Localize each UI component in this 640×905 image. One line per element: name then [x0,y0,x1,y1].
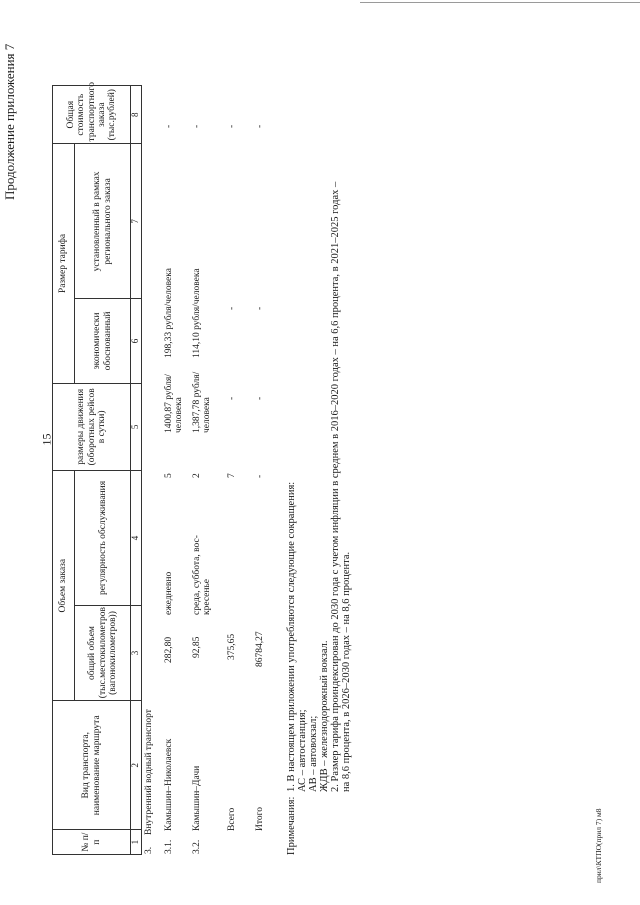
subtotal-total-volume: 375,65 [227,633,237,660]
page-number: 15 [39,433,54,446]
total-traffic: - [255,474,265,478]
column-number: 8 [131,86,142,144]
note-line: 2. Размер тарифа проиндексирован до 2030 года с учетом инфляции в среднем в 2016–2020 годах – на 6,6 процента, в 2021–2025 годах – [330,181,342,792]
column-number: 5 [131,383,142,471]
note-line: АВ – автовокзал; [308,715,320,792]
header-total-cost: Общая стоимость транспортного заказа (тыс.рублей) [53,86,131,144]
header-traffic-size: размеры движения (оборотных рейсов в сутки) [53,383,131,471]
header-set-tariff: установленный в рамках регионального заказа [75,144,131,299]
column-number: 2 [131,701,142,830]
header-regularity: регулярность обслуживания [75,471,131,606]
row-traffic: 2 [192,473,202,478]
notes-body [286,72,352,792]
column-number: 1 [131,830,142,855]
row-regularity: среда, суббота, вос- кресенье [192,535,213,615]
row-num: 3.2. [192,839,202,854]
row-route: Камышин–Дачи [192,765,202,831]
row-regularity: ежедневно [164,571,174,615]
subtotal-economic: - [227,396,237,400]
row-total-volume: 282,80 [164,636,174,663]
row-total-cost: - [192,124,202,128]
column-number: 3 [131,605,142,700]
total-set: - [255,306,265,310]
note-line: АС – автостанция; [297,709,309,792]
row-set-tariff: 198,33 рубля/человека [164,268,174,358]
header-route: Вид транспорта, наименование маршрута [53,701,131,830]
header-num: № п/п [53,830,131,855]
header-total-volume: общий объем (тыс.местокилометров (вагонокилометров)) [75,605,131,700]
header-tariff: Размер тарифа [53,144,75,383]
note-line: 1. В настоящем приложении употребляются следующие сокращения: [286,481,297,792]
column-number: 7 [131,144,142,299]
total-cost: - [255,124,265,128]
subtotal-cost: - [227,124,237,128]
row-traffic: 5 [164,473,174,478]
subtotal-set: - [227,306,237,310]
row-set-tariff: 114,10 рубля/человека [192,268,202,358]
row-total-volume: 92,85 [192,636,202,658]
header-order-volume: Объем заказа [53,471,75,701]
section-num: 3. [144,846,154,854]
tariff-table [52,82,142,855]
total-economic: - [255,396,265,400]
total-label: Итого [255,806,265,831]
note-line: на 8,6 процента, в 2026–2030 годах – на 8,6 процента. [341,551,353,792]
subtotal-label: Всего [227,807,237,831]
row-num: 3.1. [164,839,174,854]
notes-heading: Примечания: [286,796,297,855]
row-economic-tariff: 1400,87 рубля/ человека [164,374,185,433]
column-number: 4 [131,471,142,606]
column-number: 6 [131,299,142,383]
header-economic-tariff: экономически обоснованный [75,299,131,383]
note-line: ЖДВ – железнодорожный вокзал. [319,640,331,792]
subtotal-traffic: 7 [227,473,237,478]
appendix-label: Продолжение приложения 7 [2,43,17,200]
total-total-volume: 86784,27 [255,631,265,667]
row-economic-tariff: 1,387,78 рубля/ человека [192,371,213,433]
file-path-footer: прил\КТПО(прил 7) м8 [594,808,603,883]
row-total-cost: - [164,124,174,128]
section-title: Внутренний водный транспорт [144,709,154,835]
row-route: Камышин–Николаевск [164,738,174,831]
